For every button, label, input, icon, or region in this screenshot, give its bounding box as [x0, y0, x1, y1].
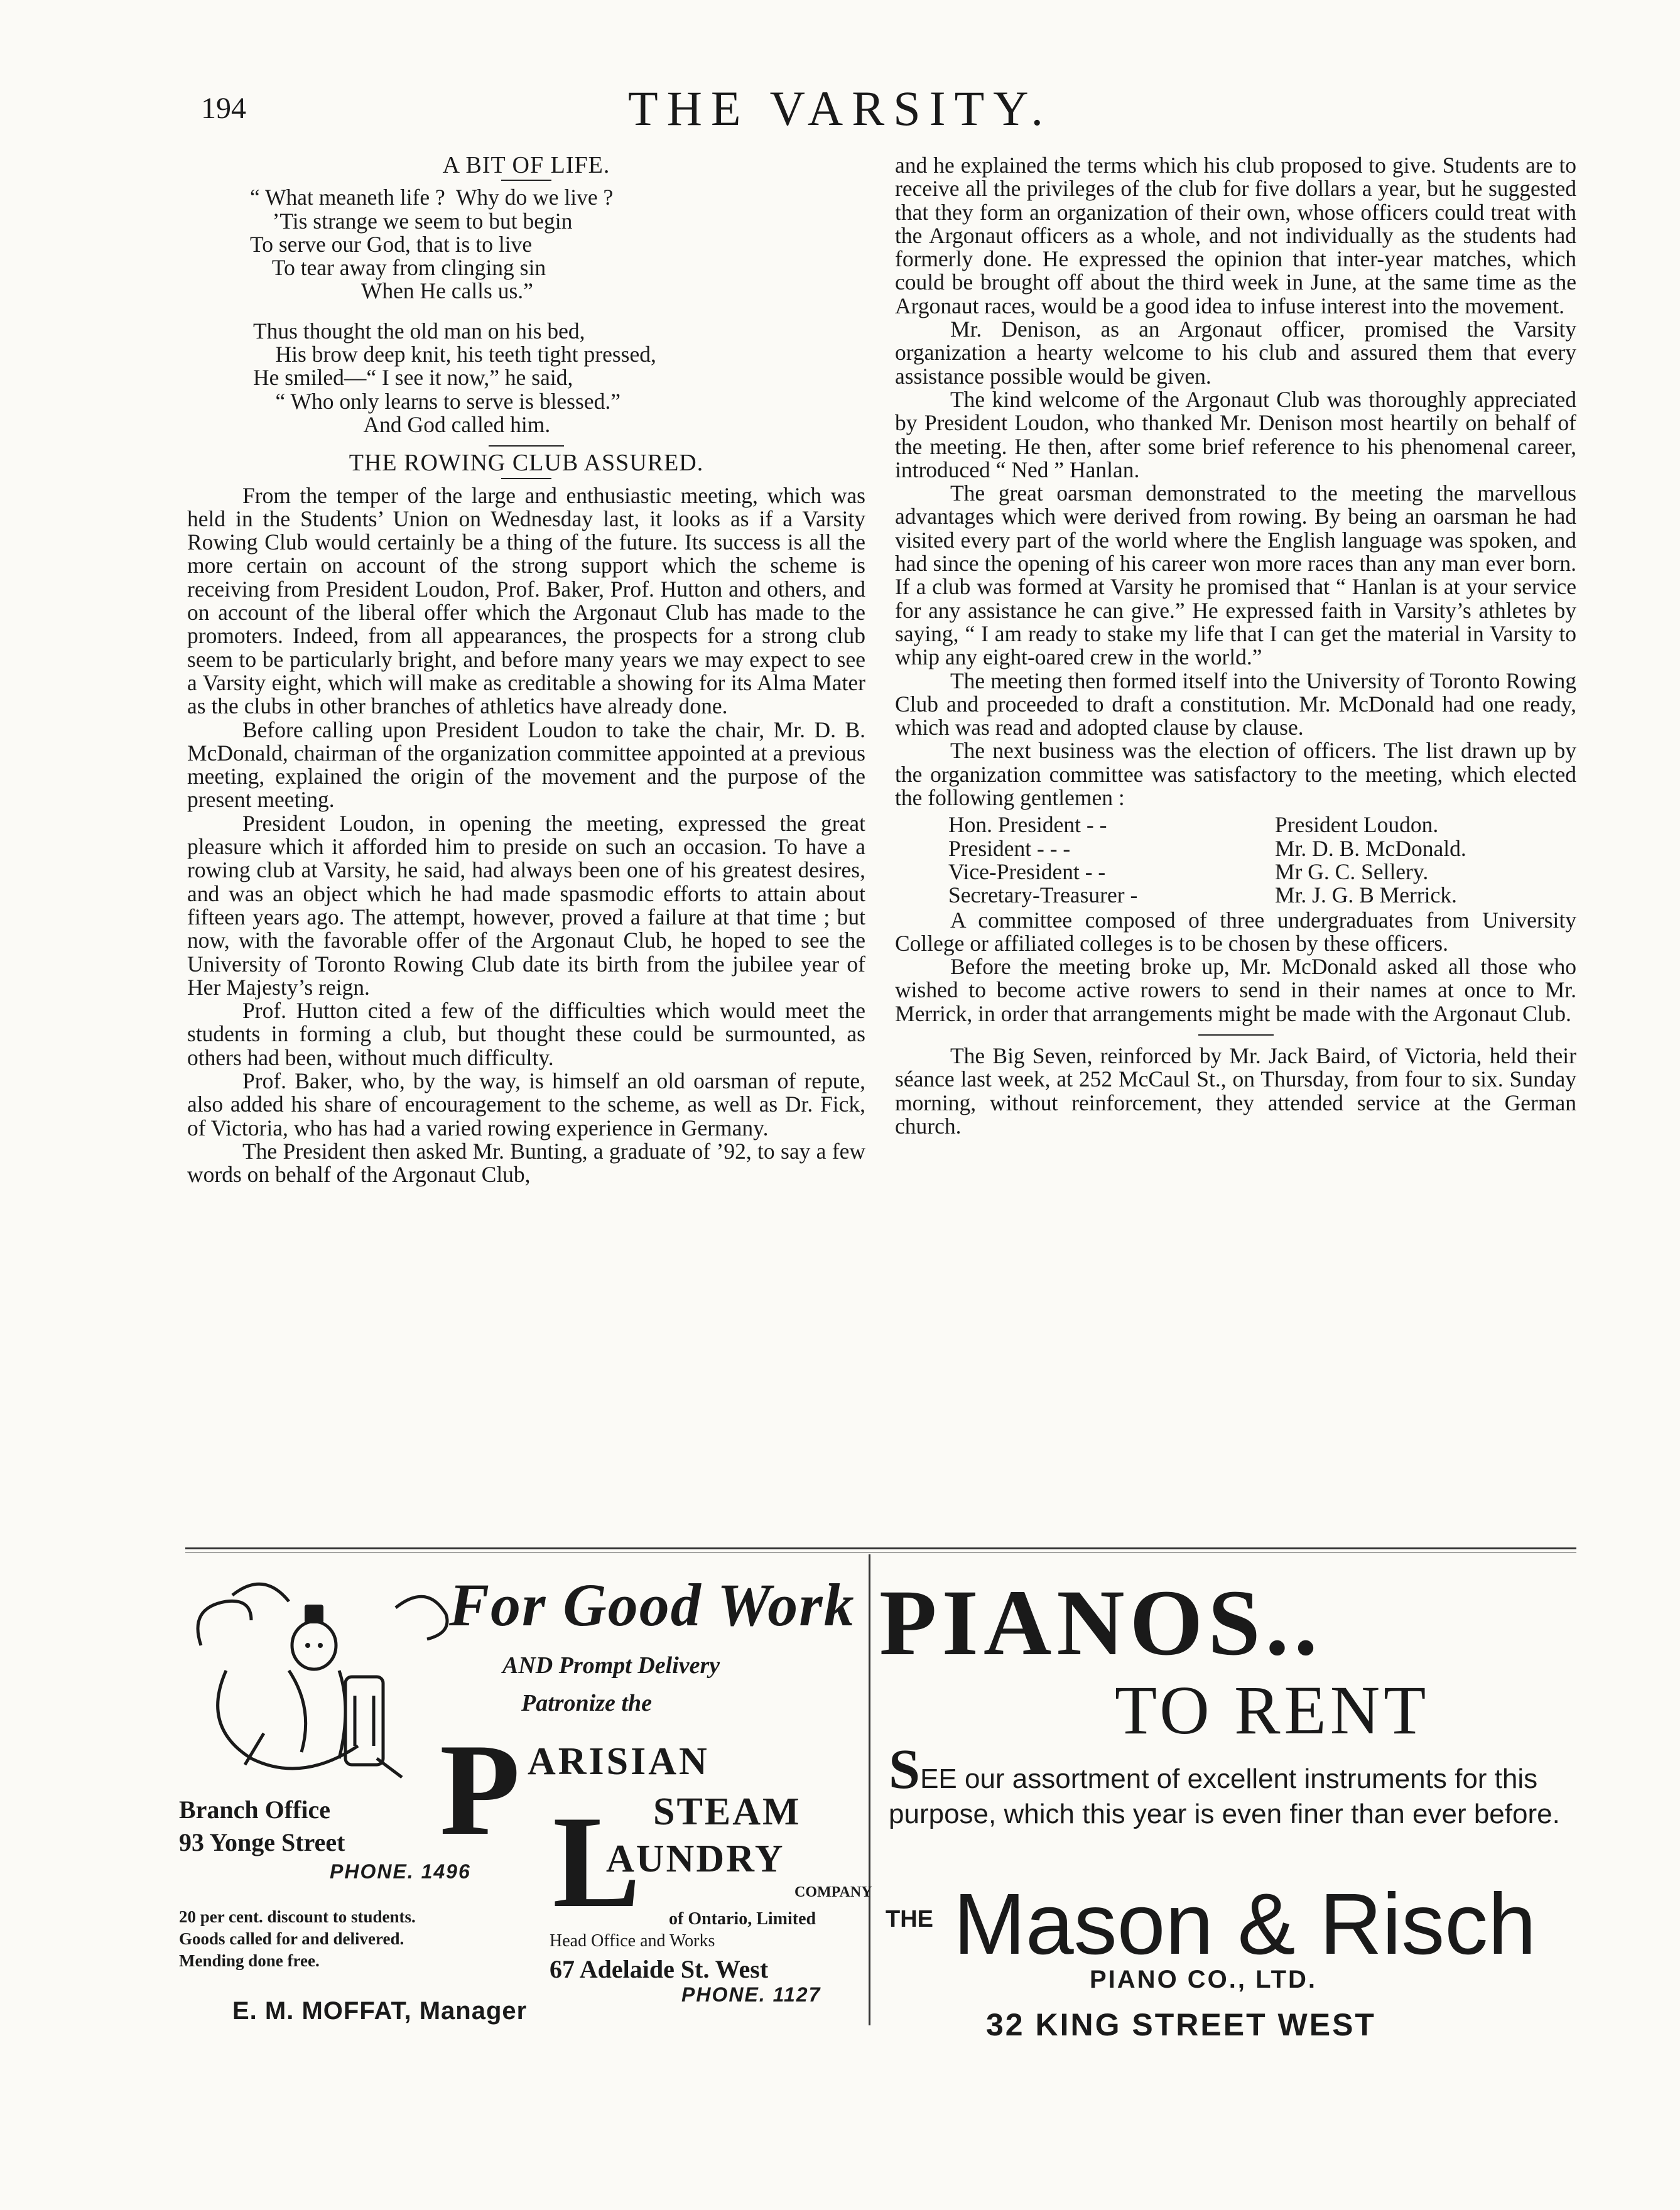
pianos-company: PIANO CO., LTD. — [1090, 1966, 1318, 1993]
pianos-address: 32 KING STREET WEST — [986, 2007, 1376, 2042]
article-paragraph: The great oarsman demonstrated to the meeting the marvellous advantages which were derived from rowing. By being an oarsman he had visited every part of the world where the English language was spoken, and had since the opening of his career won more races than any man ever born. If a club was formed at Varsity he promised that “ Hanlan is at your service for any assistance he can give.” He expressed faith in Varsity’s athletes by saying, “ I am ready to stake my life that I can get the material in Varsity to whip any eight-oared crew in the world.” — [895, 480, 1576, 670]
poem-line: To tear away from clinging sin — [250, 255, 546, 281]
poem-stanza-1 — [250, 186, 865, 303]
pianos-subhead: TO RENT — [1115, 1672, 1430, 1748]
laundry-manager: E. M. MOFFAT, Manager — [232, 1997, 528, 2025]
pianos-headline: PIANOS.. — [879, 1571, 1323, 1675]
laundry-branch: Branch Office — [179, 1796, 331, 1824]
left-column — [187, 154, 865, 1186]
laundry-phone-main: PHONE. 1127 — [681, 1983, 821, 2006]
section-rule — [1198, 1034, 1274, 1036]
laundry-term: 20 per cent. discount to students. — [179, 1907, 416, 1926]
article-paragraph: Prof. Hutton cited a few of the difficulties which would meet the students in forming a club, but thought these could be surmounted, as others had been, without much difficulty. — [187, 998, 865, 1070]
page-number: 194 — [201, 92, 246, 125]
right-column — [895, 154, 1576, 1138]
article-title: THE ROWING CLUB ASSURED. — [349, 450, 704, 477]
article-paragraph: Mr. Denison, as an Argonaut officer, promised the Varsity organization a hearty welcome to his club and assured them that every assistance possible would be given. — [895, 317, 1576, 389]
laundry-patronize: Patronize the — [521, 1690, 652, 1716]
laundry-name-arisian: ARISIAN — [528, 1740, 710, 1783]
poem-title: A BIT OF LIFE. — [442, 152, 610, 178]
laundry-terms — [179, 1906, 416, 1972]
pianos-body — [889, 1738, 1573, 1832]
poem-line: He smiled—“ I see it now,” he said, — [253, 365, 573, 391]
cupid-illustration — [188, 1570, 452, 1784]
laundry-term: Mending done free. — [179, 1951, 320, 1970]
title-rule — [501, 180, 551, 181]
article-paragraph: A committee composed of three undergraduates from University College or affiliated colleges is to be chosen by these officers. — [895, 907, 1576, 956]
officer-name: Mr G. C. Sellery. — [1275, 859, 1429, 884]
officer-role: Vice-President - - — [948, 859, 1106, 884]
news-note: The Big Seven, reinforced by Mr. Jack Baird, of Victoria, held their séance last week, at 252 McCaul St., on Thursday, from four to six. Sunday morning, without reinforcement, they attended service at the German church. — [895, 1043, 1576, 1139]
officer-name: Mr. D. B. McDonald. — [1275, 835, 1466, 861]
laundry-initial-l: L — [553, 1789, 641, 1935]
poem-line: His brow deep knit, his teeth tight pressed, — [253, 342, 656, 367]
pianos-the: THE — [886, 1906, 933, 1932]
officer-role: Secretary-Treasurer - — [948, 882, 1138, 908]
poem-line: “ What meaneth life ? Why do we live ? — [250, 185, 614, 210]
poem-line: To serve our God, that is to live — [250, 231, 533, 257]
laundry-headline: For Good Work — [449, 1571, 855, 1639]
poem-stanza-2 — [253, 320, 865, 436]
pianos-body-text: EE our assortment of excellent instruments for this purpose, which this year is even finer than ever before. — [889, 1763, 1560, 1829]
officer-role: Hon. President - - — [948, 812, 1107, 838]
poem-line: “ Who only learns to serve is blessed.” — [253, 388, 621, 414]
poem-line: When He calls us.” — [250, 278, 533, 304]
ad-column-divider — [869, 1554, 870, 2025]
article-paragraph: Before calling upon President Loudon to take the chair, Mr. D. B. McDonald, chairman of the organization committee appointed at a previous meeting, explained the origin of the movement and the purpose of the present meeting. — [187, 717, 865, 813]
article-paragraph: The next business was the election of officers. The list drawn up by the organization committee was satisfactory to the meeting, which elected the following gentlemen : — [895, 738, 1576, 811]
drop-cap: S — [889, 1738, 921, 1801]
article-paragraph: and he explained the terms which his club proposed to give. Students are to receive all the privileges of the club for five dollars a year, but he suggested that they form an organization of their own, whose officers could treat with the Argonaut officers as a whole, and not individually as the students had formerly done. He expressed the opinion that inter-year matches, which could be brought off about the third week in June, at the same time as the Argonaut races, would be a good idea to infuse interest into the movement. — [895, 153, 1576, 318]
laundry-of-ontario: of Ontario, Limited — [669, 1909, 816, 1929]
poem-line: Thus thought the old man on his bed, — [253, 318, 585, 344]
article-paragraph: From the temper of the large and enthusiastic meeting, which was held in the Students’ Union on Wednesday last, it looks as if a Varsity Rowing Club would certainly be a thing of the future. Its success is all the more certain on account of the strong support which the scheme is receiving from President Loudon, Prof. Baker, Prof. Hutton and others, and on account of the liberal offer which the Argonaut Club has made to the promoters. Indeed, from all appearances, the prospects for a strong club seem to be particularly bright, and before many years we may expect to see a Varsity eight, which will make as creditable a showing for its Alma Mater as the clubs in other branches of athletics have already done. — [187, 482, 865, 719]
officer-name: President Loudon. — [1275, 812, 1439, 838]
laundry-address: 67 Adelaide St. West — [550, 1955, 769, 1983]
laundry-name-steam: STEAM — [653, 1790, 801, 1833]
laundry-prompt: AND Prompt Delivery — [502, 1652, 720, 1679]
poem-line: And God called him. — [253, 411, 551, 437]
article-paragraph: Prof. Baker, who, by the way, is himself an old oarsman of repute, also added his share of encouragement to the scheme, as well as Dr. Fick, of Victoria, who has had a varied rowing experience in Germany. — [187, 1068, 865, 1140]
laundry-phone-branch: PHONE. 1496 — [330, 1860, 471, 1883]
laundry-term: Goods called for and delivered. — [179, 1929, 404, 1948]
laundry-company: COMPANY — [794, 1884, 872, 1900]
laundry-branch-address: 93 Yonge Street — [179, 1828, 345, 1856]
title-rule — [501, 478, 551, 479]
section-rule — [489, 445, 564, 447]
laundry-initial-p: P — [440, 1717, 521, 1863]
article-paragraph: Before the meeting broke up, Mr. McDonald asked all those who wished to become active rowers to send in their names at once to Mr. Merrick, in order that arrangements might be made with the Argonaut Club. — [895, 954, 1576, 1026]
officer-role: President - - - — [948, 835, 1071, 861]
article-paragraph: President Loudon, in opening the meeting, expressed the great pleasure which it afforded him to preside on such an occasion. To have a rowing club at Varsity, he said, had always been one of his greatest desires, and was an object which he had made spasmodic efforts to attain about fifteen years ago. The attempt, however, proved a failure at that time ; but now, with the favorable offer of the Argonaut Club, he hoped to see the University of Toronto Rowing Club date its birth from the jubilee year of Her Majesty’s reign. — [187, 810, 865, 1000]
ad-divider — [185, 1547, 1576, 1549]
masthead-title: THE VARSITY. — [627, 81, 1053, 136]
poem-line: ’Tis strange we seem to but begin — [250, 208, 573, 234]
officer-name: Mr. J. G. B Merrick. — [1275, 882, 1457, 908]
article-paragraph: The meeting then formed itself into the University of Toronto Rowing Club and proceeded to draft a constitution. Mr. McDonald had one ready, which was read and adopted clause by clause. — [895, 668, 1576, 740]
article-paragraph: The President then asked Mr. Bunting, a graduate of ’92, to say a few words on behalf of the Argonaut Club, — [187, 1138, 865, 1188]
article-paragraph: The kind welcome of the Argonaut Club was thoroughly appreciated by President Loudon, who thanked Mr. Denison most heartily on behalf of the meeting. He then, after some brief reference to his phenomenal career, introduced “ Ned ” Hanlan. — [895, 386, 1576, 482]
pianos-brand: Mason & Risch — [953, 1876, 1536, 1973]
officers-list — [948, 813, 1576, 907]
laundry-name-aundry: AUNDRY — [606, 1838, 785, 1880]
laundry-head-office: Head Office and Works — [550, 1931, 715, 1951]
